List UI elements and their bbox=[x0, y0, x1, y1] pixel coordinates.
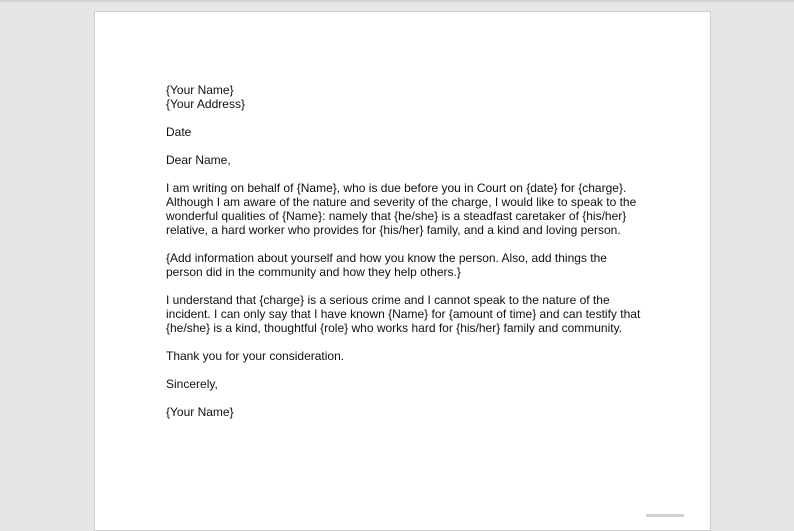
window-top-edge bbox=[0, 0, 794, 2]
sender-name: {Your Name} bbox=[166, 83, 234, 97]
closing: Sincerely, bbox=[166, 377, 218, 391]
letter-body bbox=[166, 83, 646, 419]
document-page bbox=[94, 11, 711, 531]
salutation: Dear Name, bbox=[166, 153, 231, 167]
paragraph-3: I understand that {charge} is a serious crime and I cannot speak to the nature of the incident. I can only say that I have known {Name} for {amount of time} and can testify that {he/she} is a kind, thoughtful {role} who works hard for {his/her} family and community. bbox=[166, 293, 641, 335]
signature-name: {Your Name} bbox=[166, 405, 234, 419]
paragraph-1: I am writing on behalf of {Name}, who is due before you in Court on {date} for {charge}. Although I am aware of the nature and severity of the charge, I would like to speak to the wonderful qualities of {Name}: namely that {he/she} is a steadfast caretaker of {his/her} relative, a hard worker who provides for {his/her} family, and a kind and loving person. bbox=[166, 181, 637, 237]
sender-address: {Your Address} bbox=[166, 97, 245, 111]
letter-date: Date bbox=[166, 125, 192, 139]
thanks-line: Thank you for your consideration. bbox=[166, 349, 345, 363]
paragraph-2: {Add information about yourself and how you know the person. Also, add things the person did in the community and how they help others.} bbox=[166, 251, 607, 279]
